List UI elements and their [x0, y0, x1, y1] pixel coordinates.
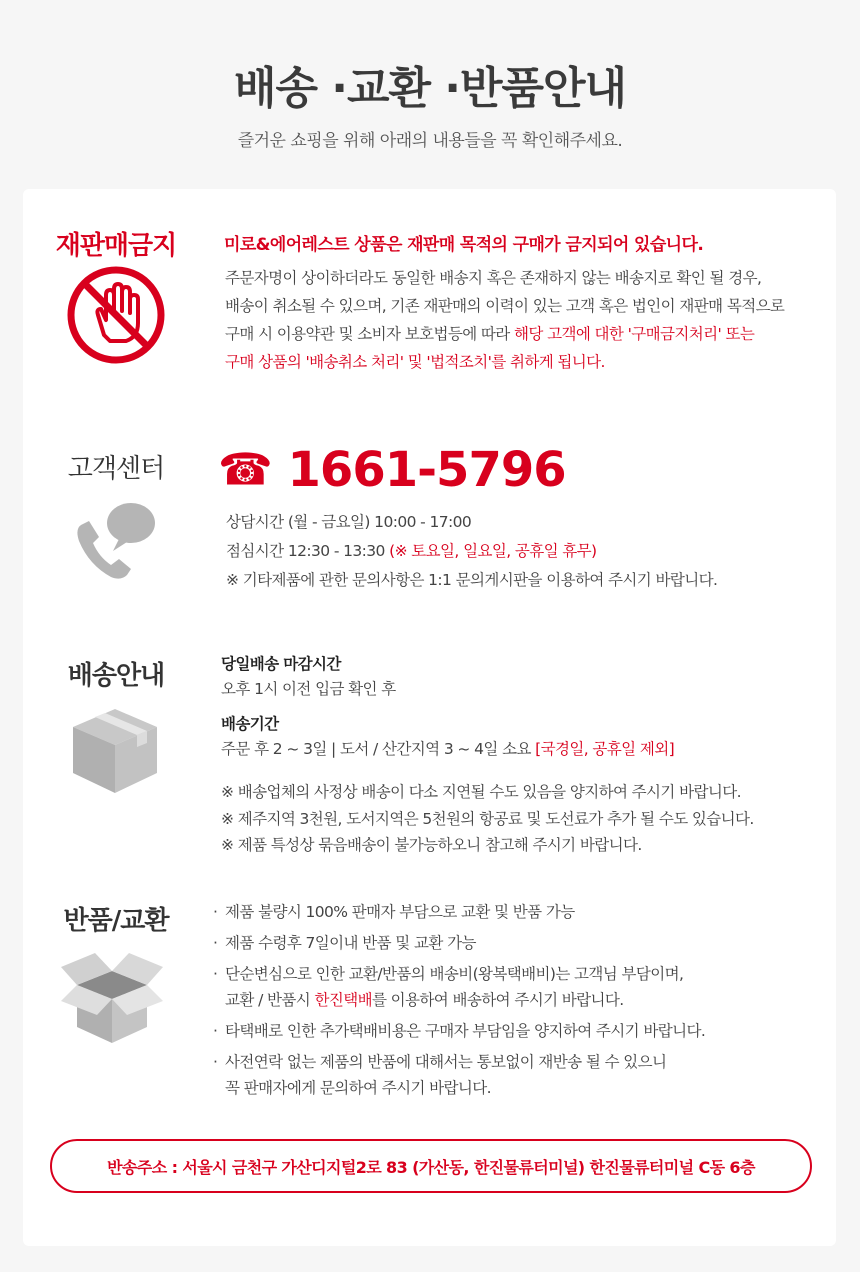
cutoff-title: 당일배송 마감시간	[221, 655, 341, 673]
phone-number-text: 1661-5796	[287, 442, 566, 498]
box-icon	[69, 707, 161, 799]
period-text: 주문 후 2 ~ 3일 | 도서 / 산간지역 3 ~ 4일 소요	[221, 740, 531, 758]
delivery-label: 배송안내	[67, 661, 165, 691]
returns-item: · 제품 불량시 100% 판매자 부담으로 교환 및 반품 가능	[213, 899, 705, 925]
page-title: 배송 ·교환 ·반품안내	[233, 63, 627, 114]
returns-item-line: 를 이용하여 배송하여 주시기 바랍니다.	[371, 991, 624, 1009]
delivery-note: ※ 배송업체의 사정상 배송이 다소 지연될 수도 있음을 양지하여 주시기 바랍니다.	[221, 783, 741, 801]
resale-line: 구매 시 이용약관 및 소비자 보호법등에 따라	[225, 325, 510, 343]
holiday-note: (※ 토요일, 일요일, 공휴일 휴무)	[389, 542, 597, 560]
returns-item-line: · 사전연락 없는 제품의 반품에 대해서는 통보없이 재반송 될 수 있으니	[225, 1053, 667, 1071]
page-subtitle: 즐거운 쇼핑을 위해 아래의 내용들을 꼭 확인해주세요.	[237, 131, 623, 151]
no-hand-icon	[66, 265, 166, 369]
customer-center-label: 고객센터	[67, 454, 165, 484]
phone-number[interactable]	[218, 439, 566, 498]
delivery-info	[221, 652, 754, 859]
lunch-hours: 점심시간 12:30 - 13:30	[226, 542, 385, 560]
inquiry-note: ※ 기타제품에 관한 문의사항은 1:1 문의게시판을 이용하여 주시기 바랍니다.	[226, 571, 718, 589]
resale-warning: 해당 고객에 대한 '구매금지처리' 또는	[514, 325, 755, 343]
resale-label: 재판매금지	[55, 231, 177, 261]
returns-info	[213, 899, 705, 1101]
resale-headline: 미로&에어레스트 상품은 재판매 목적의 구매가 금지되어 있습니다.	[224, 235, 704, 255]
period-exception: [국경일, 공휴일 제외]	[535, 740, 675, 758]
returns-label: 반품/교환	[63, 906, 169, 936]
courier-name: 한진택배	[314, 991, 372, 1009]
phone-bubble-icon	[75, 499, 161, 585]
info-card	[23, 189, 836, 1246]
period-title: 배송기간	[221, 715, 279, 733]
return-address: 반송주소 : 서울시 금천구 가산디지털2로 83 (가산동, 한진물류터미널) 한진물류터미널 C동 6층	[107, 1157, 755, 1177]
resale-body	[225, 264, 784, 376]
resale-warning: 구매 상품의 '배송취소 처리' 및 '법적조치'를 취하게 됩니다.	[225, 353, 605, 371]
returns-item: · 제품 수령후 7일이내 반품 및 교환 가능	[213, 930, 705, 956]
delivery-note: ※ 제품 특성상 묶음배송이 불가능하오니 참고해 주시기 바랍니다.	[221, 836, 642, 854]
open-box-icon	[59, 949, 165, 1049]
returns-item-line: 꼭 판매자에게 문의하여 주시기 바랍니다.	[225, 1079, 491, 1097]
cutoff-text: 오후 1시 이전 입금 확인 후	[221, 680, 396, 698]
delivery-note: ※ 제주지역 3천원, 도서지역은 5천원의 항공료 및 도선료가 추가 될 수도 있습니다.	[221, 809, 754, 828]
returns-item-line: · 단순변심으로 인한 교환/반품의 배송비(왕복택배비)는 고객님 부담이며,	[225, 965, 684, 983]
customer-center-info	[226, 508, 717, 595]
phone-icon: ☎	[218, 444, 272, 496]
resale-line: 배송이 취소될 수 있으며, 기존 재판매의 이력이 있는 고객 혹은 법인이 재판매 목적으로	[225, 297, 785, 315]
returns-item: · 타택배로 인한 추가택배비용은 구매자 부담임을 양지하여 주시기 바랍니다.	[213, 1018, 705, 1044]
consult-hours: 상담시간 (월 - 금요일) 10:00 - 17:00	[226, 513, 472, 531]
returns-item-line: 교환 / 반품시	[225, 991, 311, 1009]
returns-item	[213, 961, 705, 1013]
return-address-box	[50, 1139, 812, 1193]
returns-item	[213, 1049, 705, 1101]
resale-line: 주문자명이 상이하더라도 동일한 배송지 혹은 존재하지 않는 배송지로 확인 될 경우,	[225, 269, 762, 287]
delivery-notes	[221, 779, 754, 859]
